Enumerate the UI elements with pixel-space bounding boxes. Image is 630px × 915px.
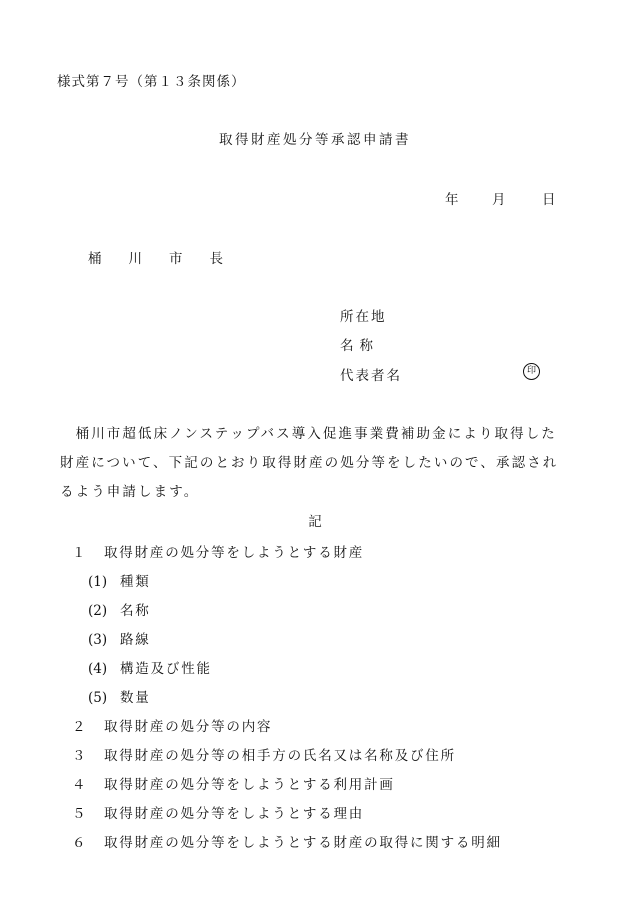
sub-item-text: 路線 [120, 632, 151, 648]
body-line: 財産について、下記のとおり取得財産の処分等をしたいので、承認され [60, 455, 559, 471]
sub-item-4 [88, 657, 212, 677]
list-item-1 [72, 541, 364, 561]
form-number: 様式第７号（第１３条関係） [57, 74, 246, 90]
addressee-char: 川 [128, 251, 143, 267]
document-title: 取得財産処分等承認申請書 [219, 132, 411, 148]
date-month-label: 月 [492, 192, 506, 208]
sub-item-1 [88, 570, 151, 590]
applicant-location-label: 所在地 [340, 309, 387, 325]
list-item-2 [72, 715, 272, 735]
sub-item-number: (1) [88, 574, 108, 590]
list-item-number: ５ [72, 806, 86, 822]
body-line: るよう申請します。 [60, 484, 200, 500]
date-year-label: 年 [445, 192, 459, 208]
applicant-representative-label: 代表者名 [340, 368, 402, 384]
list-item-text: 取得財産の処分等の内容 [104, 719, 273, 735]
sub-item-3 [88, 628, 151, 648]
addressee-char: 長 [209, 251, 224, 267]
sub-item-text: 数量 [120, 690, 151, 706]
body-line: 桶川市超低床ノンステップバス導入促進事業費補助金により取得した [60, 426, 557, 442]
list-item-number: ４ [72, 777, 86, 793]
addressee-char: 市 [169, 251, 184, 267]
sub-item-5 [88, 686, 151, 706]
ki-heading: 記 [308, 514, 322, 530]
list-item-number: ３ [72, 748, 86, 764]
applicant-name-label: 名称 [340, 338, 379, 354]
sub-item-text: 種類 [120, 574, 151, 590]
sub-item-number: (5) [88, 690, 108, 706]
date-day-label: 日 [542, 192, 556, 208]
list-item-text: 取得財産の処分等をしようとする財産 [104, 545, 365, 561]
list-item-text: 取得財産の処分等をしようとする利用計画 [104, 777, 395, 793]
sub-item-2 [88, 599, 151, 619]
sub-item-number: (2) [88, 603, 108, 619]
list-item-4 [72, 773, 395, 793]
seal-mark: 印 [523, 363, 540, 380]
list-item-number: ６ [72, 835, 86, 851]
sub-item-text: 構造及び性能 [120, 661, 212, 677]
list-item-number: １ [72, 545, 86, 561]
list-item-5 [72, 802, 364, 822]
list-item-3 [72, 744, 456, 764]
sub-item-text: 名称 [120, 603, 151, 619]
sub-item-number: (3) [88, 632, 108, 648]
list-item-number: ２ [72, 719, 86, 735]
addressee [88, 247, 250, 267]
list-item-6 [72, 831, 502, 851]
addressee-char: 桶 [88, 251, 103, 267]
application-body [60, 420, 580, 507]
date-line [445, 188, 556, 208]
sub-item-number: (4) [88, 661, 108, 677]
list-item-text: 取得財産の処分等の相手方の氏名又は名称及び住所 [104, 748, 456, 764]
list-item-text: 取得財産の処分等をしようとする財産の取得に関する明細 [104, 835, 502, 851]
list-item-text: 取得財産の処分等をしようとする理由 [104, 806, 365, 822]
